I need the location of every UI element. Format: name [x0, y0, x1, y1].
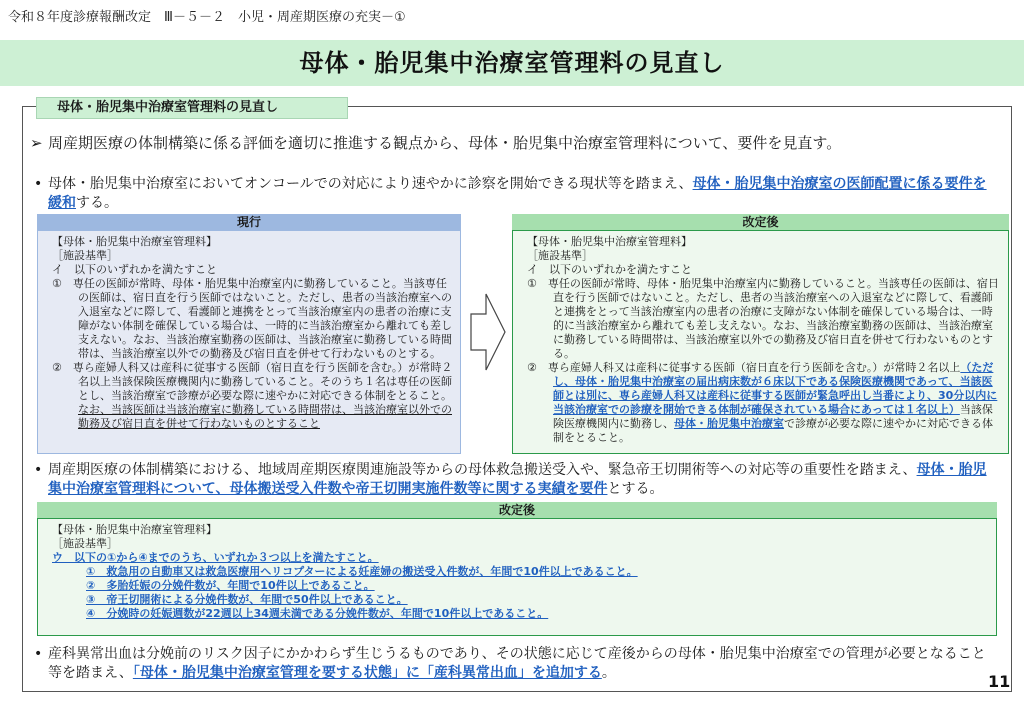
- before-line-3: イ 以下のいずれかを満たすこと: [52, 263, 217, 276]
- intro-text: 周産期医療の体制構築に係る評価を適切に推進する観点から、母体・胎児集中治療室管理料について、要件を見直す。: [48, 134, 842, 152]
- bullet1-highlight: 母体・胎児集中治療室の医師配置に係る要件を緩和: [48, 176, 987, 211]
- after-header: 改定後: [512, 214, 1009, 230]
- after-item-1: ① 専任の医師が常時、母体・胎児集中治療室内に勤務していること。当該専任の医師は、宿日直を行う医師ではないこと。ただし、患者の当該治療室への入退室などに際して、看護師と連携をとって当該治療室内の患者の治療に支障がない体制を確保している場合は、一時的に当該治療室から離れても差し支えない。なお、当該治療室勤務の医師は、当該治療室に勤務している時間帯は、当該治療室以外での勤務及び宿日直を併せて行わないものとする。: [527, 277, 999, 360]
- before-item-2-text: ② 専ら産婦人科又は産科に従事する医師（宿日直を行う医師を含む。）が常時２名以上当該保険医療機関内に勤務していること。そのうち１名は専任の医師とし、当該治療室で診療が必要な際に速やかに対応できる体制をとること。: [52, 361, 453, 402]
- bullet-paragraph-1: [30, 175, 996, 213]
- after-line-3: イ 以下のいずれかを満たすこと: [527, 263, 692, 276]
- after-box: [512, 230, 1009, 454]
- bullet1-text-b: する。: [76, 195, 118, 211]
- after2-criterion-2: ② 多胎妊娠の分娩件数が、年間で10件以上であること。: [86, 579, 375, 592]
- after2-line-1: 【母体・胎児集中治療室管理料】: [52, 523, 217, 536]
- section-tab: 母体・胎児集中治療室管理料の見直し: [36, 97, 348, 119]
- bullet-paragraph-2: [30, 461, 996, 499]
- bullet-icon: •: [34, 462, 43, 478]
- after2-header: 改定後: [37, 502, 997, 518]
- after2-box: [37, 518, 997, 636]
- before-box: [37, 230, 461, 454]
- after-item-2-text-c: で診療が必要な際に速やかに対応できる体制をとること。: [553, 417, 993, 444]
- after2-line-2: ［施設基準］: [52, 537, 118, 550]
- after-item-2: [527, 361, 1002, 445]
- after2-criterion-4: ④ 分娩時の妊娠週数が22週以上34週未満である分娩件数が、年間で10件以上であること。: [86, 607, 549, 620]
- page-title: 母体・胎児集中治療室管理料の見直し: [299, 49, 725, 77]
- bullet3-text-b: 。: [601, 665, 616, 681]
- header-breadcrumb: 令和８年度診療報酬改定 Ⅲ－５－２ 小児・周産期医療の充実－①: [8, 10, 406, 25]
- before-item-2: [52, 361, 454, 431]
- bullet2-text-a: 周産期医療の体制構築における、地域周産期医療関連施設等からの母体救急搬送受入や、緊急帝王切開術等への対応等の重要性を踏まえ、: [48, 462, 917, 478]
- before-item-2-underlined: なお、当該医師は当該治療室に勤務している時間帯は、当該治療室以外での勤務及び宿日直を併せて行わないものとすること: [78, 403, 452, 430]
- after2-criterion-1: ① 救急用の自動車又は救急医療用ヘリコプターによる妊産婦の搬送受入件数が、年間で10件以上であること。: [86, 565, 638, 578]
- after-line-1: 【母体・胎児集中治療室管理料】: [527, 235, 692, 248]
- bullet2-text-b: とする。: [607, 481, 664, 497]
- after2-criterion-3: ③ 帝王切開術による分娩件数が、年間で50件以上であること。: [86, 593, 408, 606]
- before-header: 現行: [37, 214, 461, 230]
- bullet-icon: •: [34, 176, 43, 192]
- intro-paragraph: [30, 133, 990, 154]
- after-line-2: ［施設基準］: [527, 249, 593, 262]
- bullet3-text-a: 産科異常出血は分娩前のリスク因子にかかわらず生じうるものであり、その状態に応じて産後からの母体・胎児集中治療室での管理が必要となること等を踏まえ、: [48, 646, 986, 681]
- before-item-1: ① 専任の医師が常時、母体・胎児集中治療室内に勤務していること。当該専任の医師は、宿日直を行う医師ではないこと。ただし、患者の当該治療室への入退室などに際して、看護師と連携をとって当該治療室内の患者の治療に支障がない体制を確保している場合は、一時的に当該治療室から離れても差し支えない。なお、当該治療室勤務の医師は、当該治療室に勤務している時間帯は、当該治療室以外での勤務及び宿日直を併せて行わないものとする。: [52, 277, 452, 360]
- bullet-paragraph-3: [30, 645, 986, 683]
- after-item-2-amendment-2: 母体・胎児集中治療室: [674, 417, 784, 430]
- bullet3-highlight: 「母体・胎児集中治療室管理を要する状態」に「産科異常出血」を追加する: [132, 665, 602, 681]
- bullet-icon: •: [34, 646, 43, 662]
- after-item-2-amendment: （ただし、母体・胎児集中治療室の届出病床数が６床以下である保険医療機関であって、当該医師とは別に、専ら産婦人科又は産科に従事する医師が緊急呼出し当番により、30分以内に当該治療室での診療を開始できる体制が確保されている場合にあっては１名以上）: [553, 361, 998, 416]
- right-arrow-icon: [470, 292, 506, 372]
- bullet1-text-a: 母体・胎児集中治療室においてオンコールでの対応により速やかに診察を開始できる現状等を踏まえ、: [48, 176, 693, 192]
- arrow-bullet-icon: ➢: [30, 134, 43, 152]
- before-line-1: 【母体・胎児集中治療室管理料】: [52, 235, 217, 248]
- after-item-2-text-b: 当該保険医療機関内に勤務し、: [553, 403, 993, 430]
- before-line-2: ［施設基準］: [52, 249, 118, 262]
- after-item-2-text-a: ② 専ら産婦人科又は産科に従事する医師（宿日直を行う医師を含む。）が常時２名以上: [527, 361, 961, 374]
- bullet2-highlight: 母体・胎児集中治療室管理料について、母体搬送受入件数や帝王切開実施件数等に関する実績を要件: [48, 462, 987, 497]
- page-number: 11: [988, 672, 1011, 691]
- after2-line-3: ウ 以下の①から④までのうち、いずれか３つ以上を満たすこと。: [52, 551, 379, 564]
